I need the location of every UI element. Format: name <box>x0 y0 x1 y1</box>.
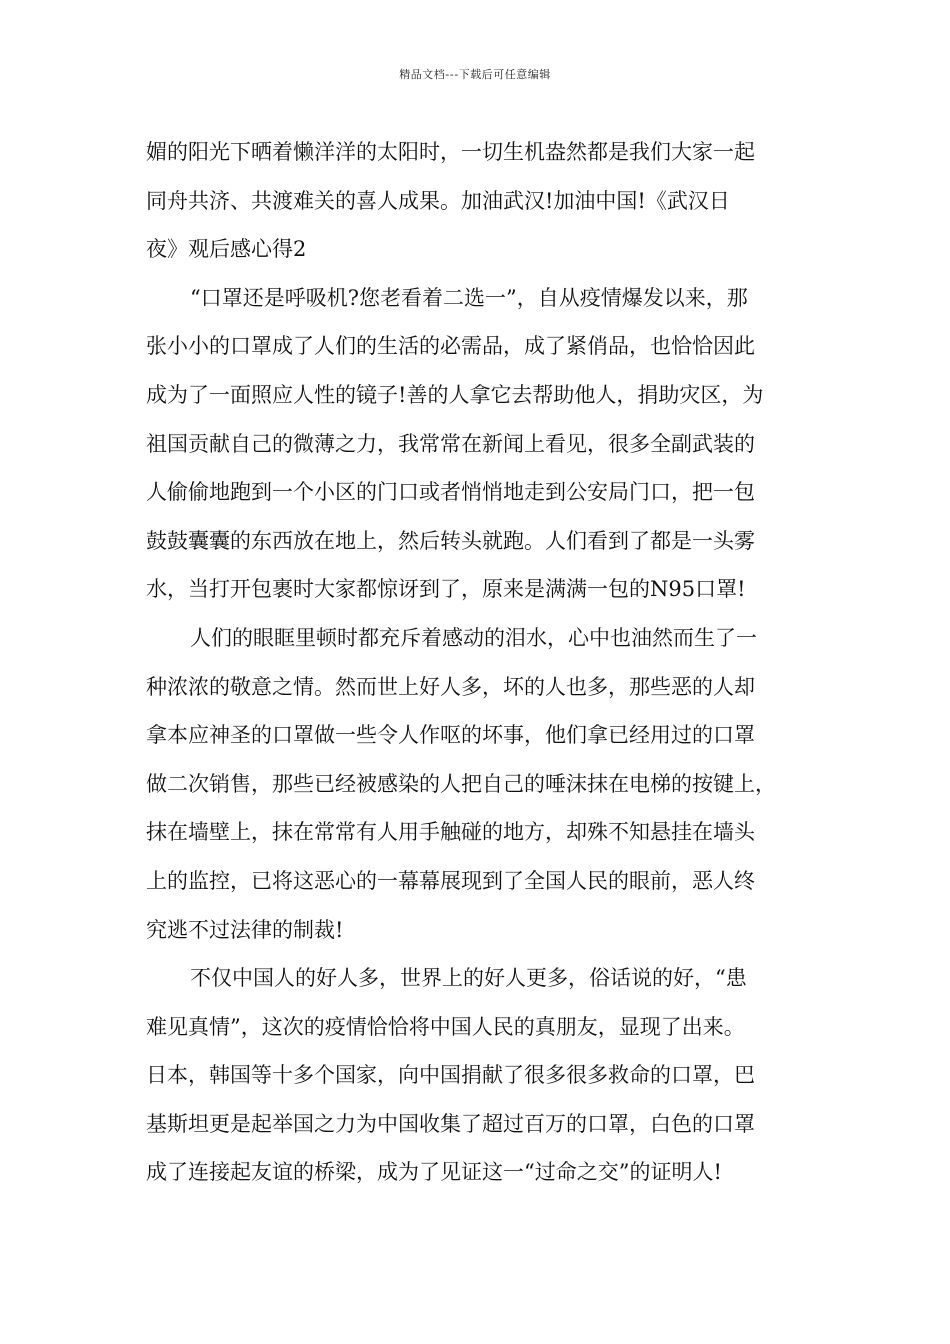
text-line: 究逃不过法律的制裁! <box>146 917 344 942</box>
paragraph-first-line: 人们的眼眶里顿时都充斥着感动的泪水，心中也油然而生了一 <box>190 625 757 650</box>
text-line: 鼓鼓囊囊的东西放在地上，然后转头就跑。人们看到了都是一头雾 <box>146 528 755 553</box>
page-header: 精品文档---下载后可任意编辑 <box>399 68 551 81</box>
text-line: 难见真情”，这次的疫情恰恰将中国人民的真朋友，显现了出来。 <box>146 1014 745 1039</box>
text-line: 做二次销售，那些已经被感染的人把自己的唾沫抹在电梯的按键上， <box>146 771 776 796</box>
paragraph-first-line: “口罩还是呼吸机?您老看着二选一”，自从疫情爆发以来，那 <box>190 285 748 310</box>
document-body <box>146 128 816 1197</box>
text-line: 同舟共济、共渡难关的喜人成果。加油武汉!加油中国!《武汉日 <box>146 188 730 213</box>
text-line: 种浓浓的敬意之情。然而世上好人多，坏的人也多，那些恶的人却 <box>146 674 755 699</box>
paragraph-first-line: 不仅中国人的好人多，世界上的好人更多，俗话说的好，“患 <box>190 966 747 991</box>
text-line: 上的监控，已将这恶心的一幕幕展现到了全国人民的眼前，恶人终 <box>146 868 755 893</box>
text-line: 成为了一面照应人性的镜子!善的人拿它去帮助他人，捐助灾区，为 <box>146 382 764 407</box>
text-line: 成了连接起友谊的桥梁，成为了见证这一“过命之交”的证明人! <box>146 1160 722 1185</box>
text-line: 基斯坦更是起举国之力为中国收集了超过百万的口罩，白色的口罩 <box>146 1111 755 1136</box>
text-line: 媚的阳光下晒着懒洋洋的太阳时，一切生机盎然都是我们大家一起 <box>146 140 755 164</box>
text-line: 日本，韩国等十多个国家，向中国捐献了很多很多救命的口罩，巴 <box>146 1063 755 1088</box>
text-line: 拿本应神圣的口罩做一些令人作呕的坏事，他们拿已经用过的口罩 <box>146 723 755 748</box>
text-line: 水，当打开包裹时大家都惊讶到了，原来是满满一包的N95口罩! <box>146 577 746 602</box>
text-line: 抹在墙壁上，抹在常常有人用手触碰的地方，却殊不知悬挂在墙头 <box>146 820 755 845</box>
text-line: 人偷偷地跑到一个小区的门口或者悄悄地走到公安局门口，把一包 <box>146 480 755 505</box>
text-line: 祖国贡献自己的微薄之力，我常常在新闻上看见，很多全副武装的 <box>146 431 755 456</box>
text-line: 夜》观后感心得2 <box>146 237 307 262</box>
text-line: 张小小的口罩成了人们的生活的必需品，成了紧俏品，也恰恰因此 <box>146 334 755 359</box>
